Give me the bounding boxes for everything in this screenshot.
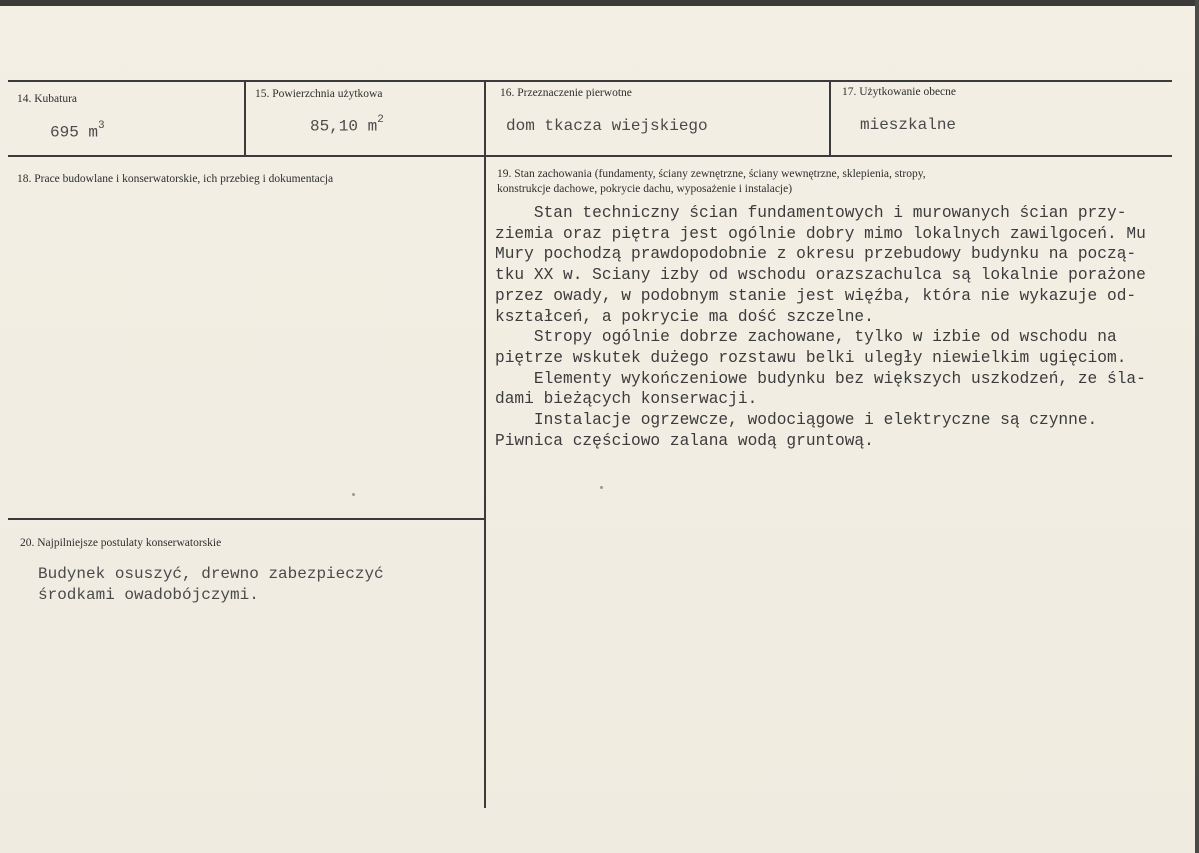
field-17-value: mieszkalne <box>860 116 957 134</box>
scan-edge-top <box>0 0 1199 6</box>
field-16-label: 16. Przeznaczenie pierwotne <box>500 87 632 99</box>
field-14-label: 14. Kubatura <box>17 93 78 105</box>
field-18-label: 18. Prace budowlane i konserwatorskie, ich przebieg i dokumentacja <box>17 173 334 185</box>
field-20-label: 20. Najpilniejsze postulaty konserwatorskie <box>20 537 222 549</box>
divider-14-15 <box>244 80 246 157</box>
field-19-text <box>495 203 1185 451</box>
field-17-label: 17. Użytkowanie obecne <box>842 86 957 98</box>
field-19-line: Stan techniczny ścian fundamentowych i murowanych ścian przy- <box>495 204 1127 222</box>
field-14-unit-exponent: 3 <box>98 120 105 132</box>
field-20-line: Budynek osuszyć, drewno zabezpieczyć <box>38 565 384 583</box>
scan-speck <box>352 493 355 496</box>
field-19-label-line1: 19. Stan zachowania (fundamenty, ściany zewnętrzne, ściany wewnętrzne, sklepienia, stropy, <box>497 168 926 180</box>
field-15-value-text: 85,10 m <box>310 117 378 136</box>
field-19-line: ziemia oraz piętra jest ogólnie dobry mimo lokalnych zawilgoceń. Mu <box>495 224 1146 243</box>
rule-field20-top <box>8 518 484 520</box>
field-19-line: dami bieżących konserwacji. <box>495 390 758 409</box>
field-14-value <box>50 122 105 141</box>
field-20-line: środkami owadobójczymi. <box>38 586 259 604</box>
divider-16-17 <box>829 80 831 157</box>
field-19-line: Stropy ogólnie dobrze zachowane, tylko w izbie od wschodu na <box>495 328 1117 347</box>
scan-edge-right <box>1195 0 1199 853</box>
rule-row1-bottom <box>8 155 1172 157</box>
field-14-value-text: 695 m <box>50 123 99 142</box>
field-19-line: Piwnica częściowo zalana wodą gruntową. <box>495 431 874 450</box>
field-19-line: Instalacje ogrzewcze, wodociągowe i elektryczne są czynne. <box>495 411 1098 430</box>
rule-top <box>8 80 1172 82</box>
field-19-line: przez owady, w podobnym stanie jest więźba, która nie wykazuje od- <box>495 286 1137 305</box>
field-15-unit-exponent: 2 <box>377 114 384 126</box>
field-19-line: Mury pochodzą prawdopodobnie z okresu przebudowy budynku na począ- <box>495 245 1137 264</box>
field-19-label-line2: konstrukcje dachowe, pokrycie dachu, wyposażenie i instalacje) <box>497 183 793 195</box>
field-19-line: kształceń, a pokrycie ma dość szczelne. <box>495 307 874 326</box>
divider-main <box>484 80 486 808</box>
field-15-value <box>310 116 384 135</box>
field-19-line: tku XX w. Sciany izby od wschodu orazszachulca są lokalnie porażone <box>495 266 1146 285</box>
field-19-line: piętrze wskutek dużego rozstawu belki uległy niewielkim ugięciom. <box>495 348 1127 367</box>
scan-speck <box>600 486 603 489</box>
field-19-line: Elementy wykończeniowe budynku bez większych uszkodzeń, ze śla- <box>495 369 1146 388</box>
field-15-label: 15. Powierzchnia użytkowa <box>255 88 383 100</box>
field-16-value: dom tkacza wiejskiego <box>506 117 708 135</box>
